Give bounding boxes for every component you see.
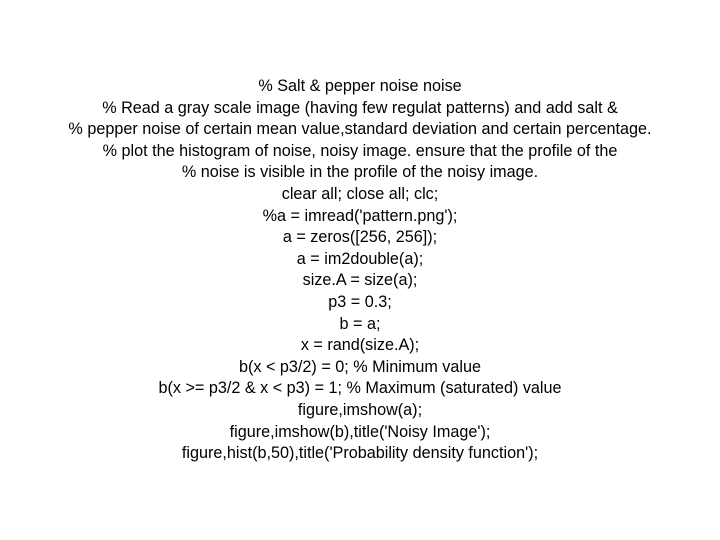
code-line-rand: x = rand(size.A); — [300, 336, 420, 355]
code-line-imshow-b: figure,imshow(b),title('Noisy Image'); — [229, 422, 491, 441]
matlab-code-block — [0, 76, 720, 465]
code-line-max-value: b(x >= p3/2 & x < p3) = 1; % Maximum (saturated) value — [158, 379, 562, 398]
comment-line-description-1: % Read a gray scale image (having few regulat patterns) and add salt & — [102, 98, 618, 117]
code-line-hist: figure,hist(b,50),title('Probability density function'); — [181, 444, 539, 463]
code-line-size: size.A = size(a); — [302, 271, 418, 290]
comment-line-description-3: % plot the histogram of noise, noisy image. ensure that the profile of the — [102, 141, 618, 160]
code-line-p3: p3 = 0.3; — [328, 292, 392, 311]
code-line-clear: clear all; close all; clc; — [281, 184, 439, 203]
code-line-imshow-a: figure,imshow(a); — [297, 400, 423, 419]
comment-line-description-4: % noise is visible in the profile of the noisy image. — [181, 163, 539, 182]
comment-line-title: % Salt & pepper noise noise — [258, 77, 462, 95]
code-line-zeros: a = zeros([256, 256]); — [282, 228, 438, 247]
code-line-min-value: b(x < p3/2) = 0; % Minimum value — [238, 357, 481, 376]
comment-line-description-2: % pepper noise of certain mean value,standard deviation and certain percentage. — [68, 120, 652, 139]
code-line-imread-comment: %a = imread('pattern.png'); — [262, 206, 458, 225]
code-line-im2double: a = im2double(a); — [296, 249, 424, 268]
code-line-b-assign: b = a; — [339, 314, 381, 333]
